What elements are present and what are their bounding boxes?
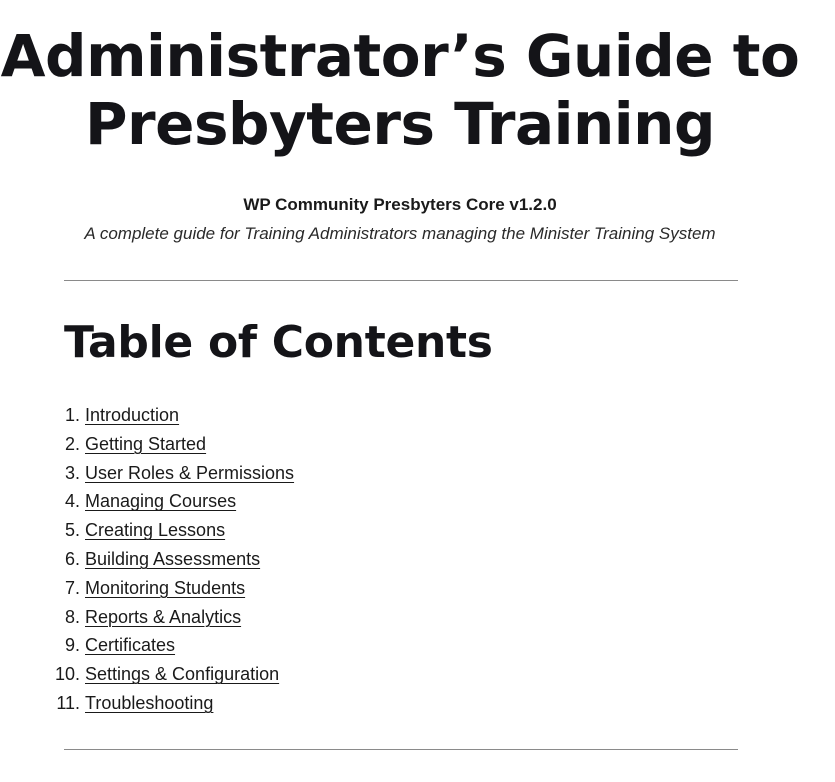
toc-link-user-roles[interactable]: User Roles & Permissions: [85, 462, 295, 483]
toc-item-number: 5.: [64, 520, 80, 541]
toc-item-number: 9.: [64, 635, 80, 656]
toc-link-troubleshooting[interactable]: Troubleshooting: [85, 692, 214, 713]
toc-link-creating-lessons[interactable]: Creating Lessons: [85, 520, 226, 541]
toc-item-number: 4.: [64, 491, 80, 512]
toc-link-settings-configuration[interactable]: Settings & Configuration: [85, 664, 280, 685]
toc-link-reports-analytics[interactable]: Reports & Analytics: [85, 606, 242, 627]
tagline: A complete guide for Training Administrators managing the Minister Training System: [84, 224, 716, 243]
page-title: Administrator’s Guide to Presbyters Training: [0, 22, 800, 158]
toc-item-number: 6.: [64, 548, 80, 569]
toc-heading: Table of Contents: [64, 317, 493, 368]
toc-item-number: 10.: [54, 664, 80, 685]
toc-item-number: 8.: [64, 606, 80, 627]
version-subtitle: WP Community Presbyters Core v1.2.0: [243, 195, 557, 214]
toc-link-certificates[interactable]: Certificates: [85, 635, 176, 656]
toc-item-number: 7.: [64, 577, 80, 598]
toc-item-number: 3.: [64, 462, 80, 483]
divider-bottom: [64, 749, 738, 750]
toc-item-number: 11.: [56, 692, 80, 713]
toc-link-introduction[interactable]: Introduction: [85, 405, 180, 425]
toc-item-number: 1.: [64, 405, 80, 425]
toc-link-building-assessments[interactable]: Building Assessments: [85, 548, 261, 569]
toc-link-getting-started[interactable]: Getting Started: [85, 433, 207, 454]
toc-item-number: 2.: [64, 433, 80, 454]
divider-top: [64, 280, 738, 281]
toc-link-managing-courses[interactable]: Managing Courses: [85, 491, 237, 512]
toc-link-monitoring-students[interactable]: Monitoring Students: [85, 577, 246, 598]
